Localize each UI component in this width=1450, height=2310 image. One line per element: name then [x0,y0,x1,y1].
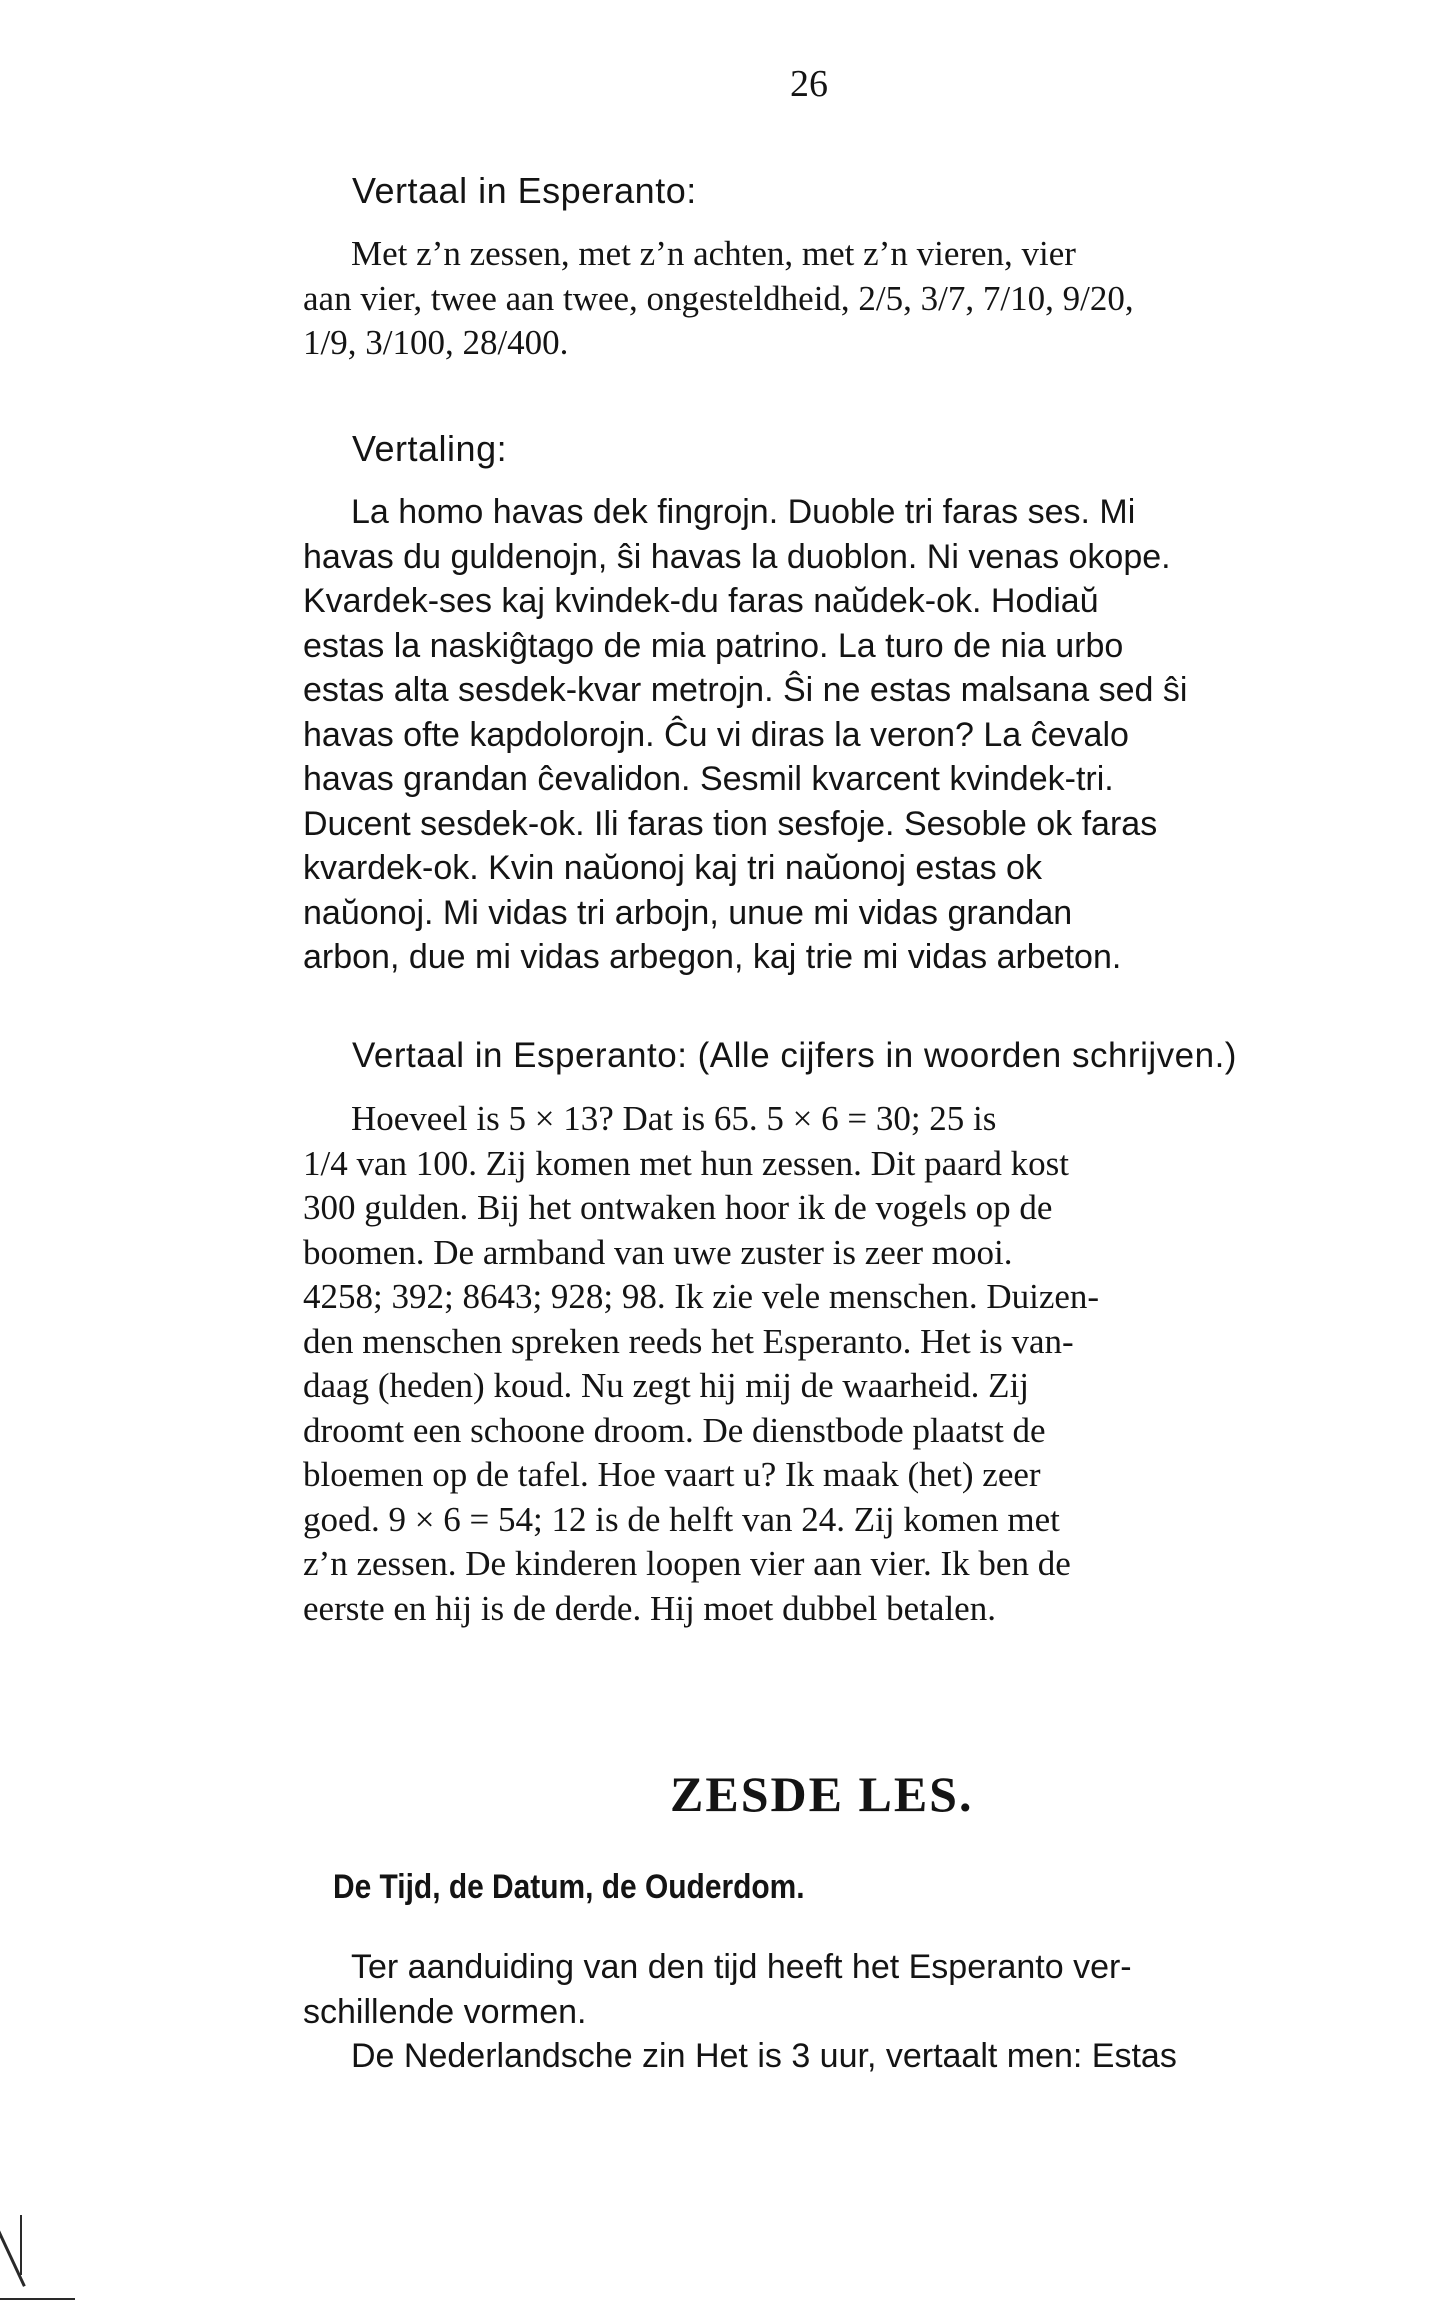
text-line: schillende vormen. [303,1992,587,2031]
text-line: 4258; 392; 8643; 928; 98. Ik zie vele menschen. Duizen- [303,1277,1100,1316]
scan-mark [20,2215,22,2275]
lesson-title: ZESDE LES. [670,1766,974,1822]
page-number: 26 [790,63,828,105]
exercise-1-text [303,232,1368,366]
translation-text [303,490,1368,980]
exercise-2-heading: Vertaal in Esperanto: (Alle cijfers in woorden schrijven.) [352,1036,1237,1075]
text-line: kvardek-ok. Kvin naŭonoj kaj tri naŭonoj estas ok [303,849,1042,887]
text-line: Hoeveel is 5 × 13? Dat is 65. 5 × 6 = 30; 25 is [351,1099,997,1138]
text-line: droomt een schoone droom. De dienstbode plaatst de [303,1410,1046,1450]
text-line: Ducent sesdek-ok. Ili faras tion sesfoje. Sesoble ok faras [303,804,1158,843]
text-line: aan vier, twee aan twee, ongesteldheid, 2/5, 3/7, 7/10, 9/20, [303,278,1134,318]
text-line: eerste en hij is de derde. Hij moet dubbel betalen. [303,1588,996,1628]
exercise-1-heading: Vertaal in Esperanto: [352,170,697,211]
scan-mark [0,2298,75,2300]
text-line: 1/9, 3/100, 28/400. [303,323,569,362]
lesson-subtitle: De Tijd, de Datum, de Ouderdom. [333,1868,805,1906]
text-line: z’n zessen. De kinderen loopen vier aan vier. Ik ben de [303,1544,1071,1583]
text-line: Kvardek-ses kaj kvindek-du faras naŭdek-ok. Hodiaŭ [303,582,1099,620]
text-line: Met z’n zessen, met z’n achten, met z’n vieren, vier [351,234,1076,273]
text-line: arbon, due mi vidas arbegon, kaj trie mi vidas arbeton. [303,938,1122,976]
text-line: De Nederlandsche zin Het is 3 uur, vertaalt men: Estas [351,2037,1177,2075]
text-line: bloemen op de tafel. Hoe vaart u? Ik maak (het) zeer [303,1455,1041,1494]
text-line: 1/4 van 100. Zij komen met hun zessen. Dit paard kost [303,1143,1069,1183]
text-line: boomen. De armband van uwe zuster is zeer mooi. [303,1232,1013,1272]
translation-heading: Vertaling: [352,428,508,469]
text-line: den menschen spreken reeds het Esperanto. Het is van- [303,1321,1074,1361]
text-line: 300 gulden. Bij het ontwaken hoor ik de vogels op de [303,1188,1053,1227]
lesson-intro [303,1945,1368,2079]
text-line: estas alta sesdek-kvar metrojn. Ŝi ne estas malsana sed ŝi [303,671,1188,709]
text-line: estas la naskiĝtago de mia patrino. La turo de nia urbo [303,626,1124,665]
text-line: daag (heden) koud. Nu zegt hij mij de waarheid. Zij [303,1366,1030,1405]
text-line: Ter aanduiding van den tijd heeft het Esperanto ver- [351,1948,1132,1986]
text-line: havas du guldenojn, ŝi havas la duoblon. Ni venas okope. [303,537,1171,576]
text-line: goed. 9 × 6 = 54; 12 is de helft van 24. Zij komen met [303,1499,1060,1539]
text-line: La homo havas dek fingrojn. Duoble tri faras ses. Mi [351,493,1136,531]
text-line: havas grandan ĉevalidon. Sesmil kvarcent kvindek-tri. [303,760,1114,798]
exercise-2-text [303,1097,1368,1631]
text-line: naŭonoj. Mi vidas tri arbojn, unue mi vidas grandan [303,893,1073,932]
text-line: havas ofte kapdolorojn. Ĉu vi diras la veron? La ĉevalo [303,715,1129,754]
